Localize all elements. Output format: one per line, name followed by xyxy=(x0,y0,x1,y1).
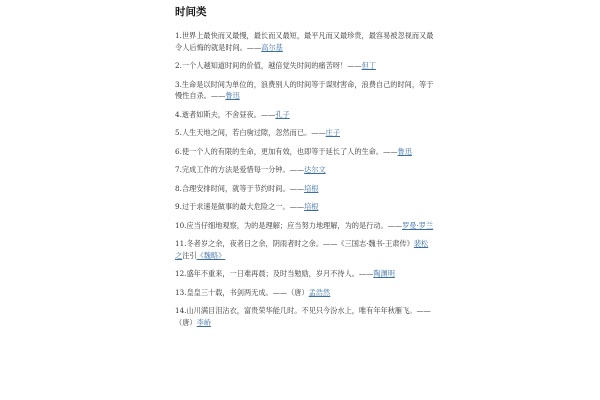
quote-text: 山川满目泪沾衣，富贵荣华能几时。不见只今汾水上，唯有年年秋雁飞。 xyxy=(186,306,417,315)
quote-number: 9. xyxy=(175,202,182,211)
quote-number: 2. xyxy=(175,61,182,70)
quote-dash: —— xyxy=(347,61,362,70)
quote-number: 3. xyxy=(175,79,182,89)
quote-dash: —— xyxy=(358,269,374,278)
quote-dash: —— xyxy=(289,183,305,193)
quote-text: 生命是以时间为单位的，浪费别人的时间等于谋财害命，浪费自己的时间，等于慢性自杀。 xyxy=(175,79,434,100)
quote-number: 10. xyxy=(175,220,187,230)
quote-dash: —— xyxy=(246,42,262,52)
quote-item xyxy=(175,201,435,213)
quote-number: 7. xyxy=(175,165,182,174)
author-link[interactable]: 但丁 xyxy=(361,61,376,70)
author-link[interactable]: 孟浩然 xyxy=(308,287,331,297)
quote-text: 世界上最快而又最慢，最长而又最短，最平凡而又最珍贵，最容易被忽视而又最令人后悔的就是时间。 xyxy=(175,31,434,52)
author-link[interactable]: 庄子 xyxy=(325,128,341,137)
quote-dash: —— xyxy=(210,91,226,100)
author-link[interactable]: 培根 xyxy=(304,183,319,193)
author-link[interactable]: 裴松之 xyxy=(175,239,429,260)
quote-item xyxy=(175,287,435,299)
quote-dash: ——（唐） xyxy=(272,287,309,297)
quote-list xyxy=(175,30,435,332)
quote-text: 应当仔细地观察，为的是理解；应当努力地理解，为的是行动。 xyxy=(186,220,388,230)
quote-number: 11. xyxy=(175,239,187,248)
section-title: 时间类 xyxy=(175,6,207,18)
author-link[interactable]: 高尔基 xyxy=(261,42,283,52)
quote-dash: —— xyxy=(383,146,398,156)
quote-number: 14. xyxy=(175,306,187,315)
quote-text: 合理安排时间，就等于节约时间。 xyxy=(181,183,290,193)
author-link[interactable]: 陶渊明 xyxy=(373,269,395,278)
quote-item xyxy=(175,305,435,328)
quote-tail: 注引 xyxy=(182,250,197,260)
source-link[interactable]: 《魏略》 xyxy=(196,250,226,260)
author-link[interactable]: 达尔文 xyxy=(304,165,326,174)
quote-dash: —— xyxy=(289,202,305,211)
quote-item xyxy=(175,127,435,139)
quote-number: 5. xyxy=(175,128,182,137)
quote-item xyxy=(175,146,435,158)
quote-text: 过于求速是做事的最大危险之一。 xyxy=(181,202,290,211)
quote-text: 逝者如斯夫，不舍昼夜。 xyxy=(181,109,261,119)
quote-dash: —— xyxy=(289,165,305,174)
quote-dash: ——（唐） xyxy=(175,306,431,327)
quote-item xyxy=(175,109,435,121)
quote-text: 盛年不重来，一日难再晨；及时当勉励，岁月不待人。 xyxy=(186,269,359,278)
author-link[interactable]: 鲁迅 xyxy=(397,146,412,156)
author-link[interactable]: 培根 xyxy=(304,202,319,211)
quote-item xyxy=(175,268,435,280)
quote-text: 完成工作的方法是爱惜每一分钟。 xyxy=(181,165,290,174)
quote-number: 8. xyxy=(175,183,182,193)
quote-text: 皇皇三十载，书剑两无成。 xyxy=(186,287,273,297)
quote-item xyxy=(175,164,435,176)
quote-number: 1. xyxy=(175,31,182,40)
quote-number: 4. xyxy=(175,109,182,119)
quote-number: 13. xyxy=(175,287,187,297)
quote-text: 冬者岁之余，夜者日之余，阴雨者时之余。——《三国志·魏书·王肃传》 xyxy=(186,239,414,248)
quote-dash: —— xyxy=(311,128,326,137)
quote-number: 6. xyxy=(175,146,182,156)
quote-item xyxy=(175,79,435,102)
author-link[interactable]: 罗曼·罗兰 xyxy=(402,220,434,230)
quote-number: 12. xyxy=(175,269,187,278)
quote-item xyxy=(175,183,435,195)
quote-item xyxy=(175,238,435,261)
author-link[interactable]: 鲁迅 xyxy=(225,91,240,100)
quote-text: 使一个人的有限的生命，更加有效，也即等于延长了人的生命。 xyxy=(181,146,384,156)
quote-item xyxy=(175,30,435,53)
author-link[interactable]: 孔子 xyxy=(275,109,290,119)
quote-text: 人生天地之间，若白驹过隙，忽然而已。 xyxy=(181,128,312,137)
quote-dash: —— xyxy=(260,109,276,119)
quote-item xyxy=(175,220,435,232)
author-link[interactable]: 李峤 xyxy=(196,317,211,327)
quote-dash: —— xyxy=(387,220,403,230)
quote-text: 一个人越知道时间的价值，越倍觉失时间的痛苦呀！ xyxy=(181,61,348,70)
quote-item xyxy=(175,60,435,72)
